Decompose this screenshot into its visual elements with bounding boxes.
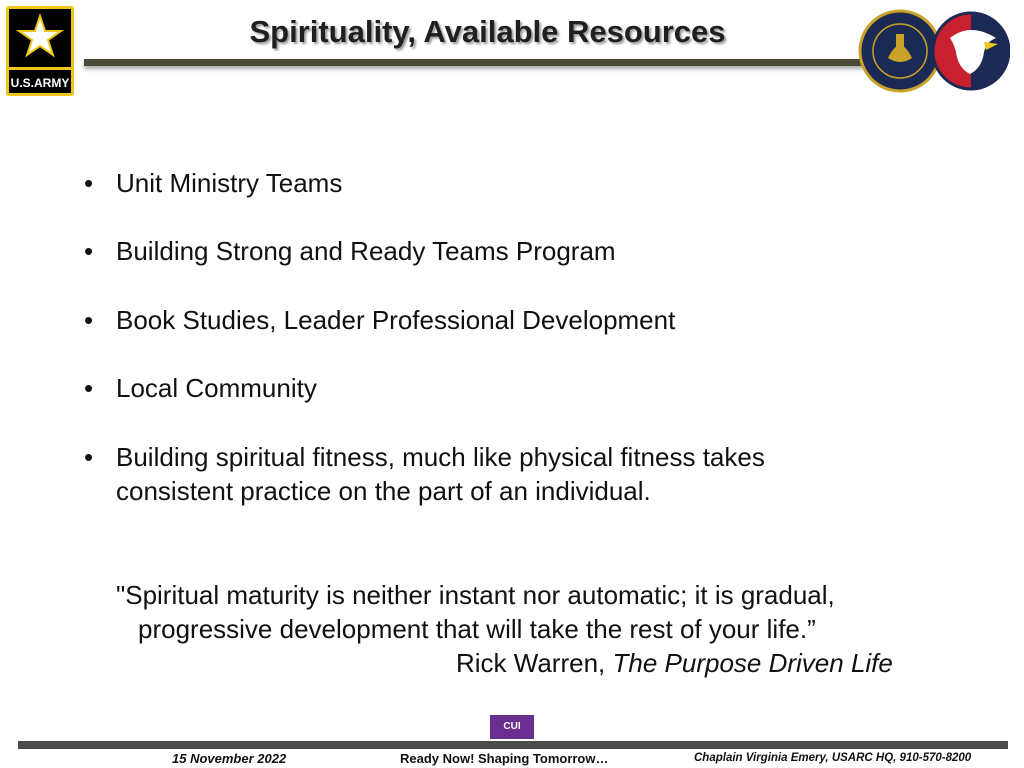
list-item-text: Book Studies, Leader Professional Development xyxy=(116,305,676,335)
quote-author: Rick Warren, xyxy=(456,648,613,678)
footer-tagline: Ready Now! Shaping Tomorrow… xyxy=(400,751,609,766)
bullet-icon: • xyxy=(84,305,94,335)
bullet-icon: • xyxy=(84,168,94,198)
footer-divider xyxy=(18,741,1008,749)
header-divider xyxy=(84,59,874,66)
cui-badge: CUI xyxy=(490,715,534,739)
quote-attribution xyxy=(456,646,893,680)
list-item-text: Local Community xyxy=(116,373,317,403)
quote-line-1: "Spiritual maturity is neither instant nor automatic; it is gradual, xyxy=(116,580,835,610)
bullet-icon: • xyxy=(84,373,94,403)
footer-date: 15 November 2022 xyxy=(172,751,287,766)
list-item-text-line-2: consistent practice on the part of an individual. xyxy=(116,476,651,506)
bullet-icon: • xyxy=(84,442,94,472)
list-item-text-line-1: Building spiritual fitness, much like physical fitness takes xyxy=(116,442,765,472)
logo-text: U.S.ARMY xyxy=(10,76,70,90)
reserve-eagle-icon xyxy=(933,13,1009,89)
quote-book-title: The Purpose Driven Life xyxy=(612,648,893,678)
army-reserve-seals xyxy=(858,8,1010,94)
list-item-text: Unit Ministry Teams xyxy=(116,168,343,198)
page-title: Spirituality, Available Resources xyxy=(249,14,726,49)
list-item-text: Building Strong and Ready Teams Program xyxy=(116,236,616,266)
army-reserve-seal-icon xyxy=(860,11,940,91)
quote-line-2: progressive development that will take the rest of your life.” xyxy=(138,614,816,644)
footer-credit: Chaplain Virginia Emery, USARC HQ, 910-570-8200 xyxy=(694,752,972,764)
bullet-icon: • xyxy=(84,236,94,266)
